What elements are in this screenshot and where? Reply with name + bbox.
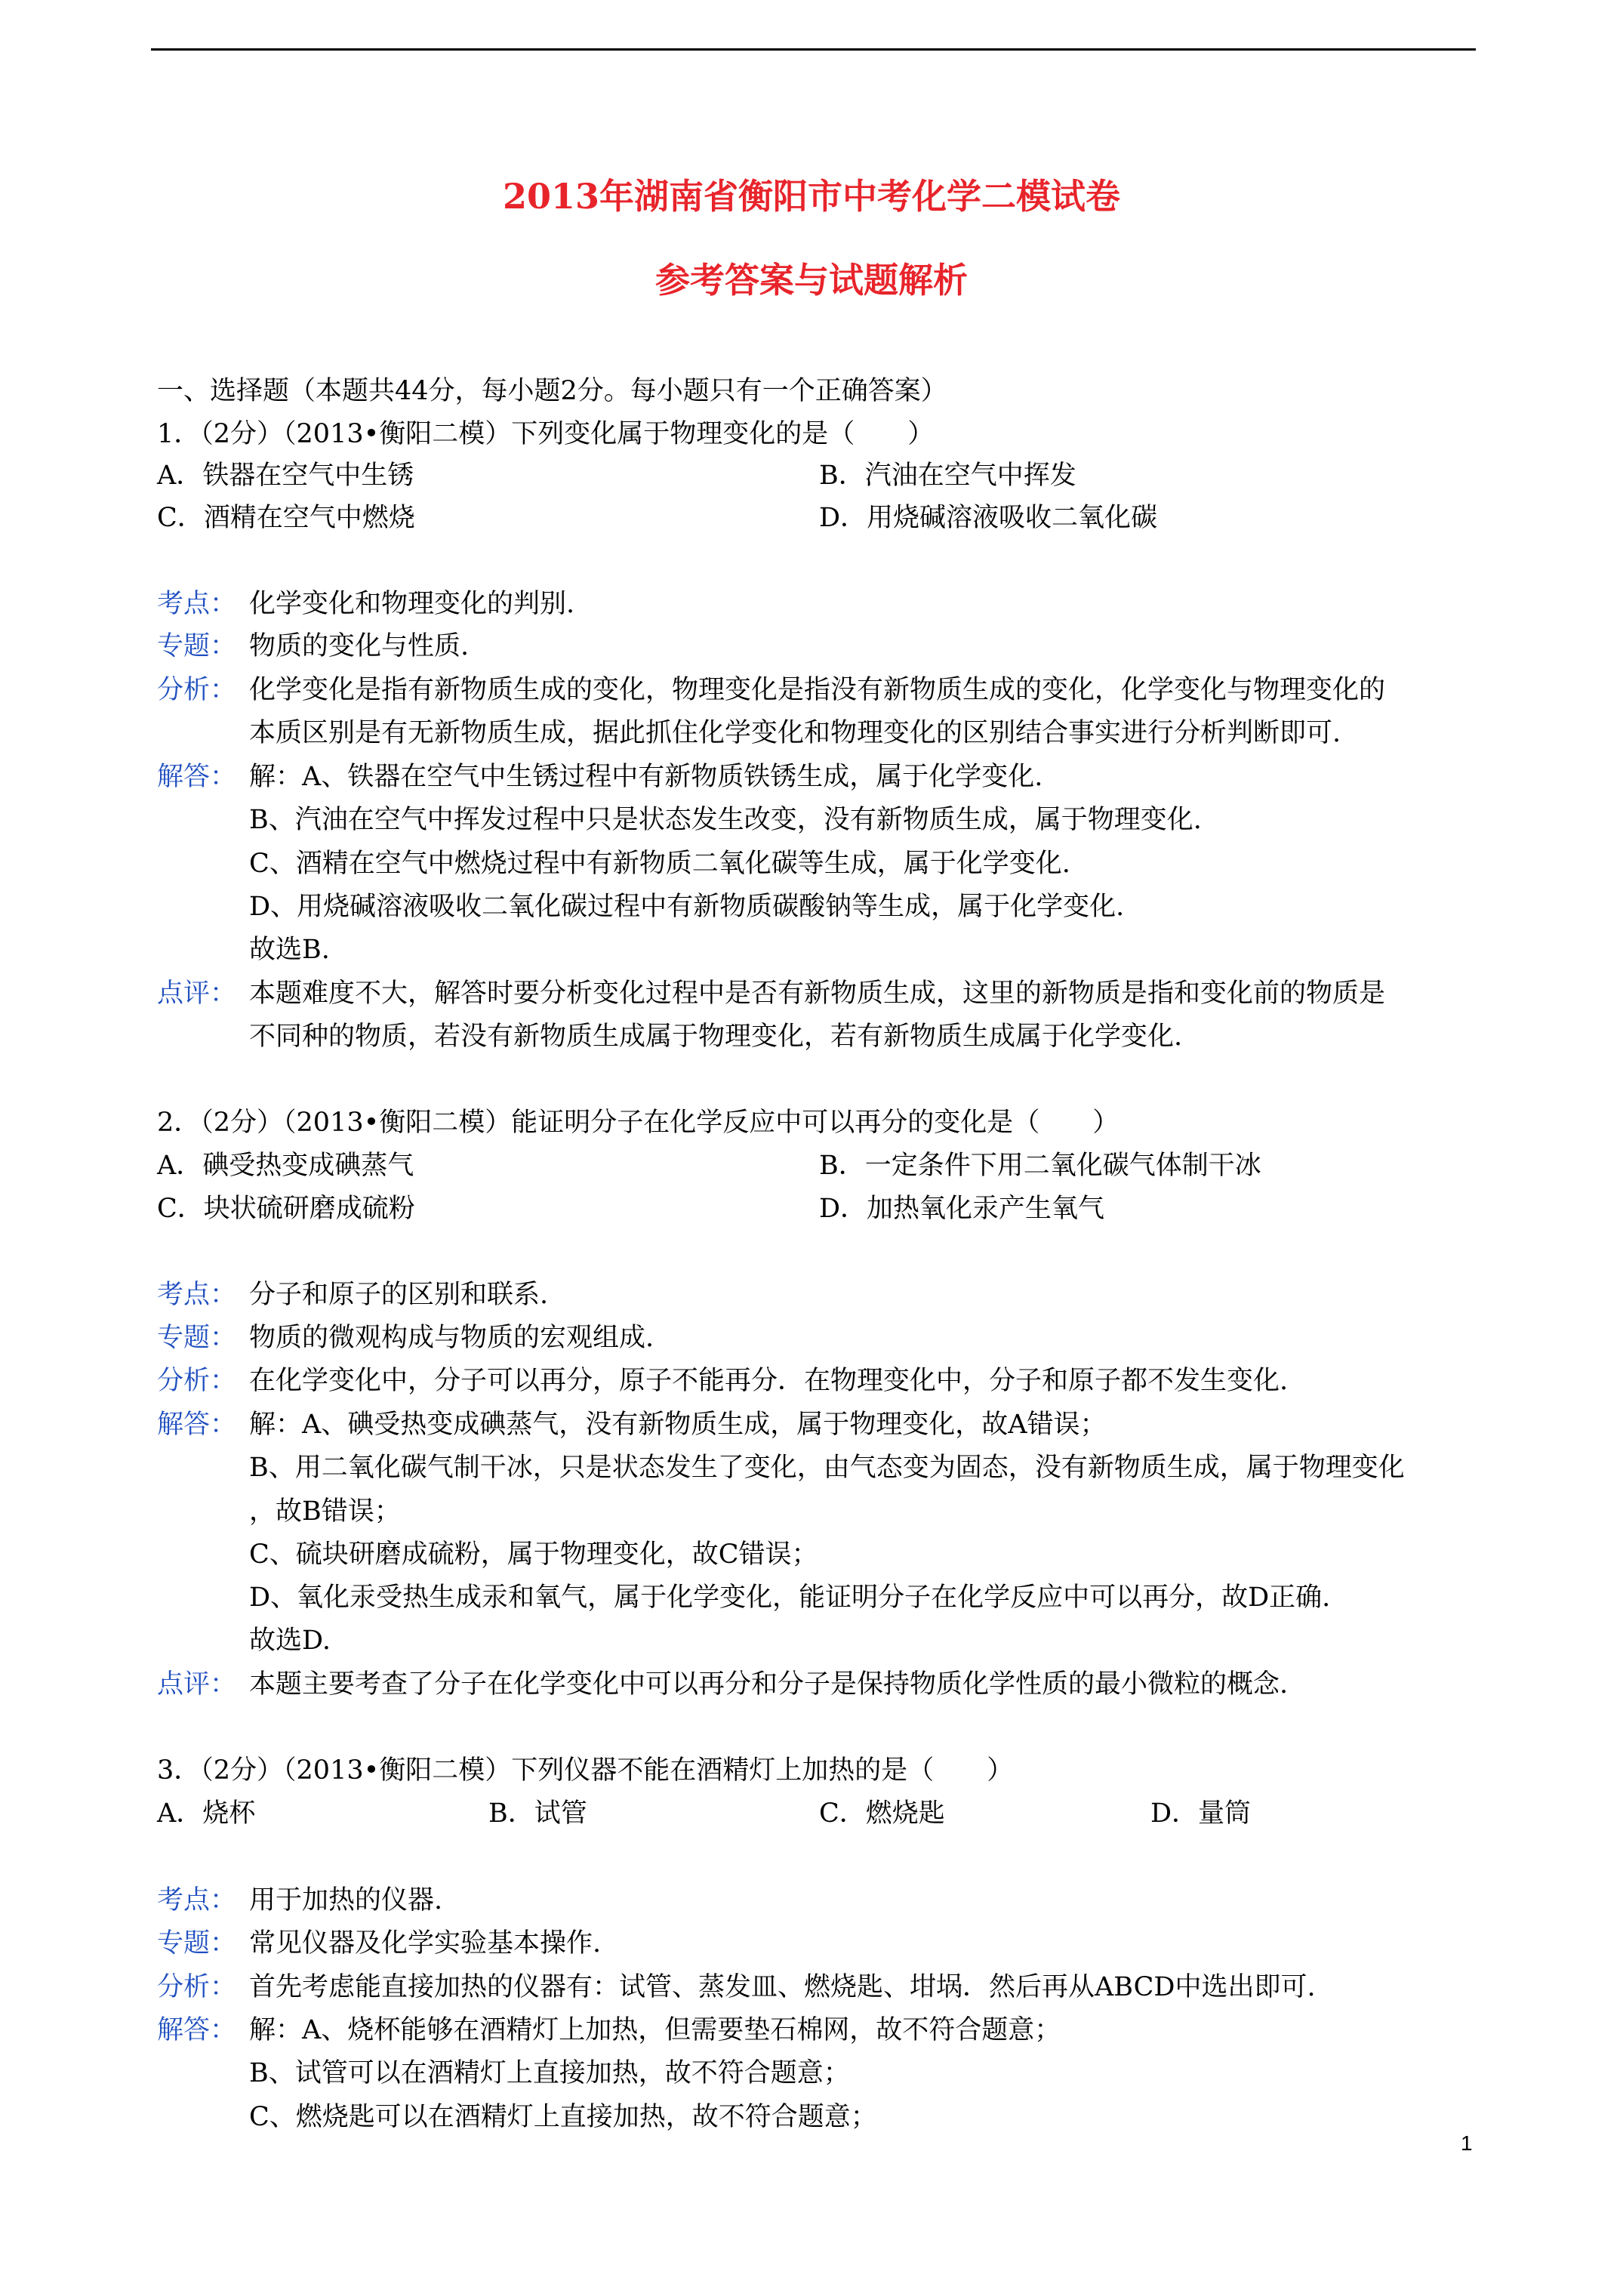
header-rule xyxy=(151,48,1476,51)
q3-zhuanti-label: 专题： xyxy=(157,1928,237,1959)
q3-option-a: A．烧杯 xyxy=(157,1798,256,1829)
q3-jieda-line: 解：A、烧杯能够在酒精灯上加热，但需要垫石棉网，故不符合题意； xyxy=(249,2015,1061,2045)
q1-dianping-line: 不同种的物质，若没有新物质生成属于物理变化，若有新物质生成属于化学变化. xyxy=(249,1022,1183,1052)
q2-zhuanti-label: 专题： xyxy=(157,1323,237,1353)
q2-jieda-line: C、硫块研磨成硫粉，属于物理变化，故C错误； xyxy=(249,1539,818,1570)
q1-jieda-line: 故选B. xyxy=(249,935,330,965)
q3-kaodian-label: 考点： xyxy=(157,1885,237,1915)
q3-fenxi-label: 分析： xyxy=(157,1972,237,2002)
q1-jieda-line: 解：A、铁器在空气中生锈过程中有新物质铁锈生成，属于化学变化. xyxy=(249,762,1043,792)
q3-option-c: C．燃烧匙 xyxy=(819,1798,945,1829)
q1-zhuanti: 物质的变化与性质. xyxy=(249,631,470,661)
q3-jieda-line: B、试管可以在酒精灯上直接加热，故不符合题意； xyxy=(249,2058,850,2088)
q3-jieda-line: C、燃烧匙可以在酒精灯上直接加热，故不符合题意； xyxy=(249,2102,877,2132)
q1-fenxi-label: 分析： xyxy=(157,675,237,705)
page-subtitle: 参考答案与试题解析 xyxy=(655,260,968,300)
q1-fenxi-line: 化学变化是指有新物质生成的变化，物理变化是指没有新物质生成的变化，化学变化与物理变化的 xyxy=(249,675,1386,705)
q2-stem: 2．（2分）（2013•衡阳二模）能证明分子在化学反应中可以再分的变化是（ ） xyxy=(157,1108,1119,1138)
q2-fenxi-label: 分析： xyxy=(157,1366,237,1396)
section-header: 一、选择题（本题共44分，每小题2分。每小题只有一个正确答案） xyxy=(157,376,947,406)
q2-jieda-label: 解答： xyxy=(157,1410,237,1440)
q2-option-a: A．碘受热变成碘蒸气 xyxy=(157,1151,414,1181)
q2-option-b: B．一定条件下用二氧化碳气体制干冰 xyxy=(819,1151,1261,1181)
q1-option-a: A．铁器在空气中生锈 xyxy=(157,461,414,491)
q1-fenxi-line: 本质区别是有无新物质生成，据此抓住化学变化和物理变化的区别结合事实进行分析判断即可. xyxy=(249,718,1341,748)
q1-stem: 1．（2分）（2013•衡阳二模）下列变化属于物理变化的是（ ） xyxy=(157,419,935,449)
q1-zhuanti-label: 专题： xyxy=(157,631,237,661)
page-title: 2013年湖南省衡阳市中考化学二模试卷 xyxy=(502,176,1121,217)
q2-jieda-line: 故选D. xyxy=(249,1626,331,1656)
q3-option-d: D．量筒 xyxy=(1150,1798,1252,1829)
page-number: 1 xyxy=(1461,2131,1473,2155)
q1-jieda-line: C、酒精在空气中燃烧过程中有新物质二氧化碳等生成，属于化学变化. xyxy=(249,849,1070,879)
q2-kaodian-label: 考点： xyxy=(157,1280,237,1310)
q2-jieda-line: D、氧化汞受热生成汞和氧气，属于化学变化，能证明分子在化学反应中可以再分，故D正确. xyxy=(249,1583,1331,1613)
q1-dianping-line: 本题难度不大，解答时要分析变化过程中是否有新物质生成，这里的新物质是指和变化前的物质是 xyxy=(249,978,1386,1009)
q1-option-d: D．用烧碱溶液吸收二氧化碳 xyxy=(819,503,1158,533)
q1-jieda-line: B、汽油在空气中挥发过程中只是状态发生改变，没有新物质生成，属于物理变化. xyxy=(249,805,1202,835)
q2-fenxi-line: 在化学变化中，分子可以再分，原子不能再分．在物理变化中，分子和原子都不发生变化. xyxy=(249,1366,1289,1396)
q1-option-c: C．酒精在空气中燃烧 xyxy=(157,503,415,533)
q1-jieda-line: D、用烧碱溶液吸收二氧化碳过程中有新物质碳酸钠等生成，属于化学变化. xyxy=(249,892,1125,922)
q2-zhuanti: 物质的微观构成与物质的宏观组成. xyxy=(249,1323,654,1353)
q2-dianping-line: 本题主要考查了分子在化学变化中可以再分和分子是保持物质化学性质的最小微粒的概念. xyxy=(249,1669,1289,1700)
q2-option-d: D．加热氧化汞产生氧气 xyxy=(819,1194,1105,1224)
q1-dianping-label: 点评： xyxy=(157,978,237,1009)
q2-kaodian: 分子和原子的区别和联系. xyxy=(249,1280,549,1310)
q1-kaodian-label: 考点： xyxy=(157,589,237,619)
q2-jieda-line: B、用二氧化碳气制干冰，只是状态发生了变化，由气态变为固态，没有新物质生成，属于物理变化 xyxy=(249,1453,1405,1483)
q2-jieda-line: 解：A、碘受热变成碘蒸气，没有新物质生成，属于物理变化，故A错误； xyxy=(249,1410,1107,1440)
q3-fenxi-line: 首先考虑能直接加热的仪器有：试管、蒸发皿、燃烧匙、坩埚．然后再从ABCD中选出即可. xyxy=(249,1972,1316,2002)
q2-dianping-label: 点评： xyxy=(157,1669,237,1700)
q3-option-b: B．试管 xyxy=(488,1798,587,1829)
q1-option-b: B．汽油在空气中挥发 xyxy=(819,461,1076,491)
q2-option-c: C．块状硫研磨成硫粉 xyxy=(157,1194,415,1224)
q2-jieda-line: ，故B错误； xyxy=(249,1496,401,1527)
q3-zhuanti: 常见仪器及化学实验基本操作. xyxy=(249,1928,602,1959)
q3-kaodian: 用于加热的仪器. xyxy=(249,1885,443,1915)
q3-stem: 3．（2分）（2013•衡阳二模）下列仪器不能在酒精灯上加热的是（ ） xyxy=(157,1755,1014,1786)
q1-jieda-label: 解答： xyxy=(157,762,237,792)
q3-jieda-label: 解答： xyxy=(157,2015,237,2045)
q1-kaodian: 化学变化和物理变化的判别. xyxy=(249,589,575,619)
